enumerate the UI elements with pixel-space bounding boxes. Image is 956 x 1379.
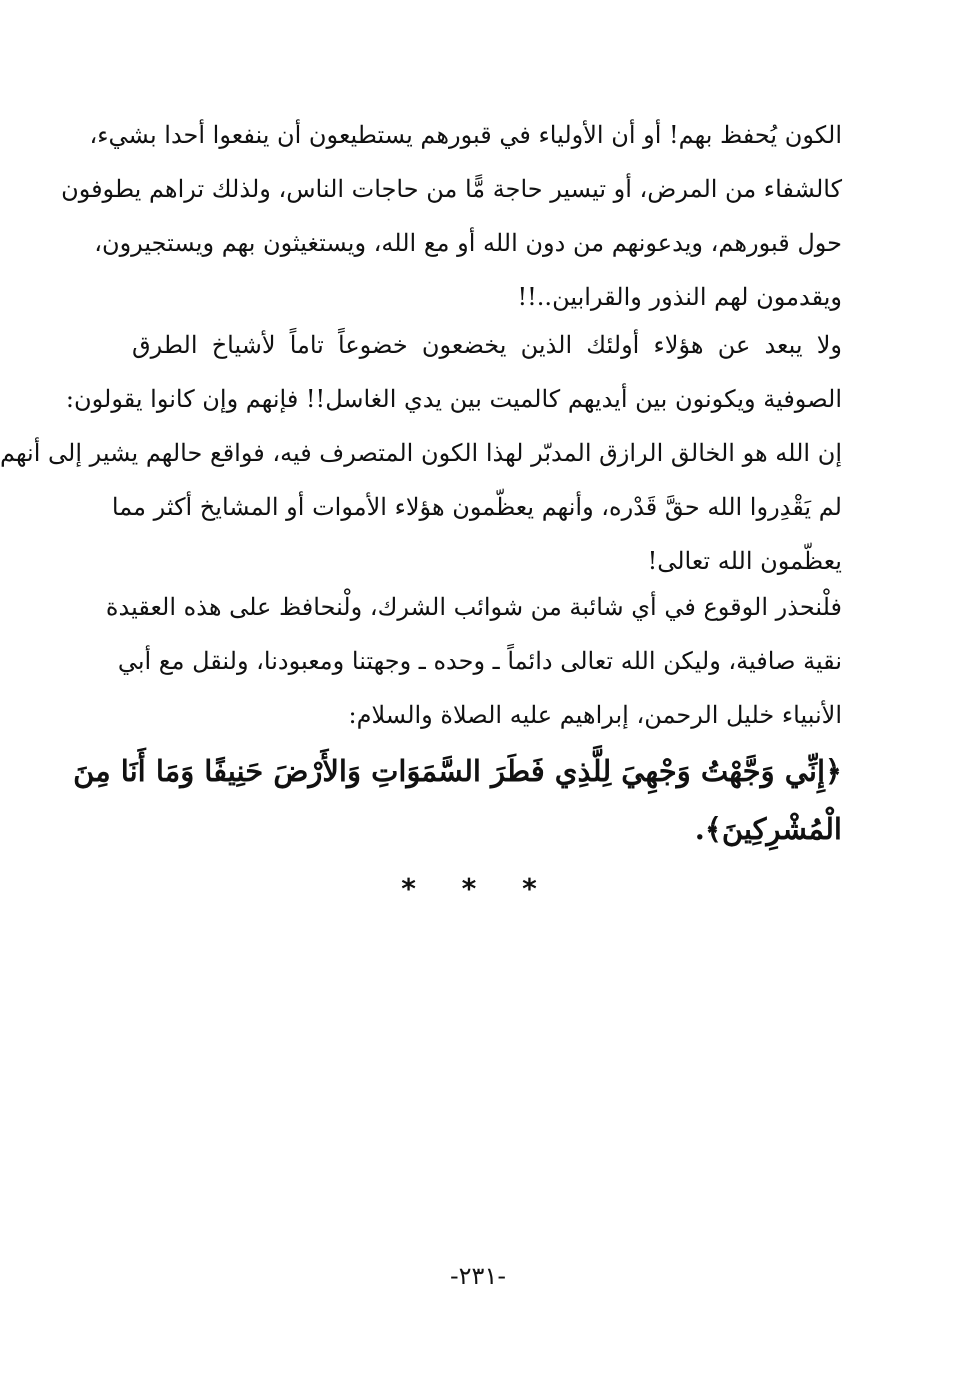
paragraph-3	[105, 580, 842, 742]
paragraph-line: فلْنحذر الوقوع في أي شائبة من شوائب الشرك، ولْنحافظ على هذه العقيدة	[105, 593, 842, 621]
paragraph-line: الكون يُحفظ بهم! أو أن الأولياء في قبورهم يستطيعون أن ينفعوا أحدا بشيء،	[89, 121, 842, 149]
paragraph-line: الصوفية ويكونون بين أيديهم كالميت بين يدي الغاسل!! فإنهم وإن كانوا يقولون:	[65, 385, 842, 413]
paragraph-1	[61, 108, 842, 324]
quran-verse	[73, 742, 842, 858]
page-number: -٢٣١-	[449, 1262, 506, 1290]
verse-line: ﴿إِنِّي وَجَّهْتُ وَجْهِيَ لِلَّذِي فَطَرَ السَّمَوَاتِ وَالأَرْضَ حَنِيفًا وَمَا أَنَا مِنَ	[73, 754, 842, 788]
paragraph-line: ولا يبعد عن هؤلاء أولئك الذين يخضعون خضوعاً تاماً لأشياخ الطرق	[132, 331, 842, 359]
paragraph-line: يعظّمون الله تعالى!	[647, 547, 842, 575]
paragraph-line: كالشفاء من المرض، أو تيسير حاجة مًّا من حاجات الناس، ولذلك تراهم يطوفون	[61, 175, 842, 203]
verse-line: الْمُشْرِكِينَ﴾.	[694, 812, 842, 846]
paragraph-line: حول قبورهم، ويدعونهم من دون الله أو مع الله، ويستغيثون بهم ويستجيرون،	[94, 229, 842, 257]
paragraph-line: نقية صافية، وليكن الله تعالى دائماً ـ وحده ـ وجهتنا ومعبودنا، ولنقل مع أبي	[117, 647, 842, 675]
paragraph-line: إن الله هو الخالق الرازق المدبّر لهذا الكون المتصرف فيه، فواقع حالهم يشير إلى أنهم	[0, 439, 842, 467]
paragraph-line: ويقدمون لهم النذور والقرابين..!!	[517, 283, 842, 311]
paragraph-line: لم يَقْدِروا الله حقَّ قَدْره، وأنهم يعظّمون هؤلاء الأموات أو المشايخ أكثر مما	[111, 493, 842, 521]
paragraph-line: الأنبياء خليل الرحمن، إبراهيم عليه الصلاة والسلام:	[348, 701, 842, 729]
section-separator: * * *	[401, 872, 555, 905]
paragraph-2	[0, 318, 842, 588]
